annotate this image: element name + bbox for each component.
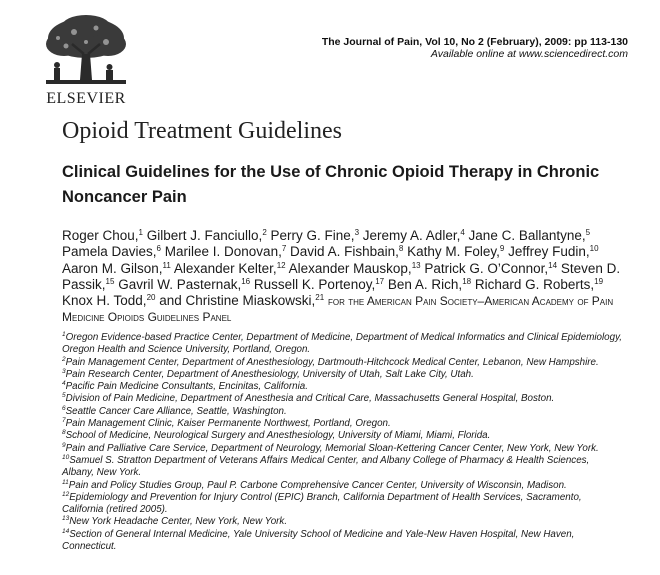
affiliation-number: 9 [62,441,66,449]
affiliation [62,516,622,528]
online-availability: Available online at www.sciencedirect.com [430,48,628,60]
author-name: Patrick G. O’Connor, [424,260,549,276]
author [165,244,287,259]
affiliation-number: 13 [62,515,70,523]
author-affiliation-number: 4 [460,228,465,237]
affiliation-text: Samuel S. Stratton Department of Veterans Affairs Medical Center, and Albany College of Pharmacy & Health Sciences, Albany, New York. [62,454,590,479]
author [62,293,155,308]
author-affiliation-number: 12 [276,260,286,270]
affiliation [62,443,622,455]
author-affiliation-number: 16 [241,276,251,286]
author-affiliation-number: 8 [398,244,404,254]
author [254,277,384,292]
affiliation [62,357,622,369]
author-name: Steven D. Passik, [62,260,621,292]
author [62,244,161,259]
author [62,261,171,276]
journal-reference [322,36,628,60]
author-affiliation-number: 20 [146,293,156,303]
author-name: Jeremy A. Adler, [362,228,461,243]
author [290,244,403,259]
affiliation-number: 12 [62,490,70,498]
author-affiliation-number: 21 [315,293,325,303]
author-affiliation-number: 5 [585,228,591,237]
author-affiliation-number: 7 [281,244,287,254]
affiliation [62,332,622,357]
affiliation-number: 2 [62,355,66,363]
author-affiliation-number: 6 [156,244,161,254]
author [271,228,359,243]
affiliation-number: 4 [62,380,66,388]
author [174,261,286,276]
author [508,244,598,259]
affiliation-text: Seattle Cancer Care Alliance, Seattle, Washington. [65,405,287,417]
author-name: Perry G. Fine, [270,228,355,243]
author-name: Aaron M. Gilson, [62,260,163,276]
author-name: and Christine Miaskowski, [159,293,316,309]
affiliation-number: 3 [62,367,66,375]
author-name: Richard G. Roberts, [474,276,595,292]
affiliation [62,430,622,442]
article-title: Clinical Guidelines for the Use of Chronic Opioid Therapy in Chronic Noncancer Pain [62,163,600,206]
author-name: Alexander Kelter, [173,260,277,276]
affiliation-number: 8 [62,429,66,437]
author [388,277,471,292]
affiliation-text: Pacific Pain Medicine Consultants, Encinitas, California. [65,381,308,393]
author-name: Pamela Davies, [62,244,157,260]
author [407,244,504,259]
author-affiliation-number: 17 [375,276,385,286]
author-affiliation-number: 2 [262,228,267,237]
author-name: Roger Chou, [62,228,139,243]
affiliation-text: Oregon Evidence-based Practice Center, Department of Medicine, Department of Medical Informatics and Clinical Epidemiology, Oregon Health and Science University, Portland, Oregon. [62,332,622,356]
author-name: Ben A. Rich, [387,276,463,292]
author-name: Jane C. Ballantyne, [468,228,586,243]
journal-citation: The Journal of Pain, Vol 10, No 2 (February), 2009: pp 113-130 [321,36,628,48]
author-affiliation-number: 10 [589,244,599,254]
affiliation-number: 10 [62,453,70,461]
author-name: Knox H. Todd, [62,293,147,309]
affiliation [62,480,622,492]
author-affiliation-number: 1 [138,228,143,237]
author [469,228,591,243]
publisher-name: ELSEVIER [46,90,126,107]
author-list [62,228,622,326]
affiliation-text: Pain and Policy Studies Group, Paul P. Carbone Comprehensive Cancer Center, University of Wisconsin, Madison. [68,479,567,491]
author-name: David A. Fishbain, [290,244,399,260]
affiliation-number: 14 [62,527,70,535]
author-name: Gavril W. Pasternak, [118,276,242,292]
author [424,261,557,276]
affiliation-text: Pain Management Clinic, Kaiser Permanente Northwest, Portland, Oregon. [65,418,391,430]
affiliation [62,381,622,393]
affiliation-text: Pain Management Center, Department of Anesthesiology, Dartmouth-Hitchcock Medical Center, Lebanon, New Hampshire. [65,356,599,368]
affiliation-text: Division of Pain Medicine, Department of Anesthesia and Critical Care, Massachusetts General Hospital, Boston. [65,393,555,405]
affiliation-number: 6 [62,404,66,412]
affiliation-text: School of Medicine, Neurological Surgery and Anesthesiology, University of Miami, Miami, Florida. [65,430,491,442]
author [363,228,465,243]
tree-icon [36,14,136,90]
affiliation [62,393,622,405]
author [118,277,250,292]
affiliations-list [62,332,622,553]
section-title: Opioid Treatment Guidelines [62,118,342,144]
author-affiliation-number: 18 [462,276,472,286]
affiliation [62,369,622,381]
affiliation-text: Pain Research Center, Department of Anesthesiology, University of Utah, Salt Lake City, Utah. [65,368,474,380]
author-affiliation-number: 13 [411,260,421,270]
author-name: Marilee I. Donovan, [164,244,282,260]
affiliation-text: Section of General Internal Medicine, Yale University School of Medicine and Yale-New Haven Hospital, New Haven, Connecticut. [62,528,575,553]
author [147,228,267,243]
author [475,277,603,292]
affiliation [62,455,622,480]
author-affiliation-number: 14 [548,260,558,270]
affiliation-text: Pain and Palliative Care Service, Department of Neurology, Memorial Sloan-Kettering Cancer Center, New York, New York. [65,442,599,454]
elsevier-logo [30,14,142,126]
author-affiliation-number: 19 [594,276,604,286]
affiliation-number: 1 [62,331,66,338]
affiliation [62,492,622,517]
affiliation-text: Epidemiology and Prevention for Injury Control (EPIC) Branch, California Department of Health Services, Sacramento, California (retired 2005). [62,491,582,516]
affiliation [62,418,622,430]
affiliation [62,529,622,554]
panel-attribution: for the American Pain Society–American Academy of Pain Medicine Opioids Guidelines Panel [62,294,614,325]
affiliation-text: New York Headache Center, New York, New York. [69,516,288,528]
affiliation-number: 11 [62,478,69,486]
author-affiliation-number: 15 [105,276,115,286]
author-name: Russell K. Portenoy, [253,276,376,292]
author-affiliation-number: 9 [499,244,505,254]
author-affiliation-number: 11 [162,260,171,270]
author-name: Gilbert J. Fanciullo, [146,228,263,243]
author [289,261,421,276]
author [62,228,143,243]
author-name: Alexander Mauskop, [288,260,412,276]
author-name: Kathy M. Foley, [407,244,500,260]
author-name: Jeffrey Fudin, [508,244,590,260]
author-affiliation-number: 3 [354,228,360,237]
affiliation-number: 5 [62,392,66,400]
affiliation-number: 7 [62,417,66,425]
author [159,293,324,308]
affiliation [62,406,622,418]
